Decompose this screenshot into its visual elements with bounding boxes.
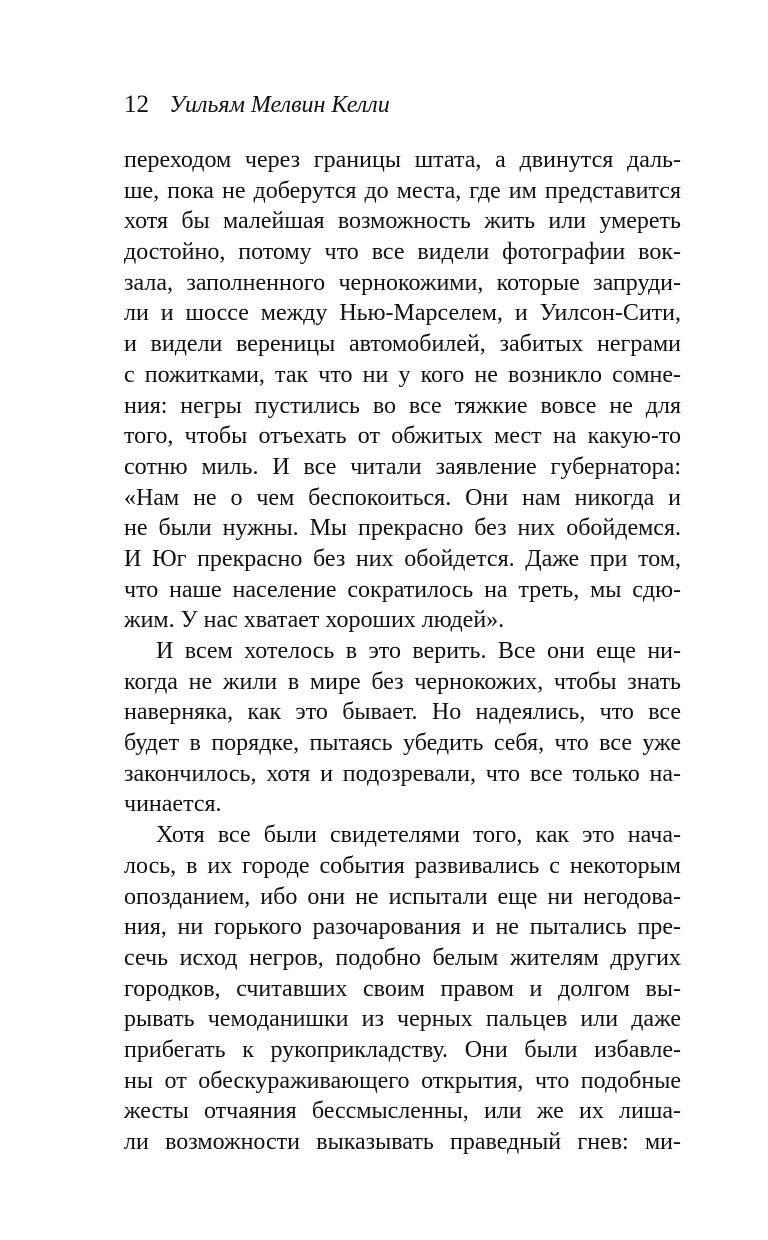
page-number: 12: [124, 91, 149, 118]
text-line: И всем хотелось в это верить. Все они еще ни-: [156, 638, 681, 664]
text-line: прибегать к рукоприкладству. Они были избавле-: [124, 1036, 681, 1063]
text-line: сотню миль. И все читали заявление губернатора:: [124, 453, 681, 480]
text-line: рывать чемоданишки из черных пальцев или даже: [124, 1006, 681, 1033]
text-line: ли возможности выказывать праведный гнев: ми-: [124, 1129, 681, 1155]
text-line: «Нам не о чем беспокоиться. Они нам никогда и: [124, 484, 681, 511]
paragraph: [124, 820, 681, 1158]
text-line: Хотя все были свидетелями того, как это нача-: [156, 822, 681, 849]
running-head: [124, 88, 390, 122]
text-line: и видели вереницы автомобилей, забитых неграми: [124, 331, 681, 358]
text-line: ли и шоссе между Нью-Марселем, и Уилсон-Сити,: [124, 300, 681, 327]
paragraph: [124, 145, 681, 636]
text-line: чинается.: [124, 791, 222, 818]
text-line: ны от обескураживающего открытия, что подобные: [124, 1067, 681, 1094]
text-line: И Юг прекрасно без них обойдется. Даже при том,: [124, 545, 681, 572]
text-line: ше, пока не доберутся до места, где им представится: [124, 177, 681, 204]
text-line: что наше население сократилось на треть, мы сдю-: [124, 576, 681, 603]
text-line: наверняка, как это бывает. Но надеялись, что все: [124, 699, 681, 726]
text-line: когда не жили в мире без чернокожих, чтобы знать: [124, 668, 681, 695]
text-line: жим. У нас хватает хороших людей».: [124, 607, 505, 634]
text-line: закончилось, хотя и подозревали, что все только на-: [124, 760, 681, 787]
text-line: зала, заполненного чернокожими, которые запруди-: [124, 269, 681, 296]
text-line: хотя бы малейшая возможность жить или умереть: [124, 208, 681, 235]
text-line: жесты отчаяния бессмысленны, или же их лиша-: [124, 1098, 681, 1125]
text-line: сечь исход негров, подобно белым жителям других: [124, 944, 681, 971]
text-line: переходом через границы штата, а двинутся даль-: [124, 147, 681, 173]
text-line: будет в порядке, пытаясь убедить себя, что все уже: [124, 730, 681, 757]
text-line: достойно, потому что все видели фотографии вок-: [124, 239, 681, 266]
text-line: лось, в их городе события развивались с некоторым: [124, 852, 681, 879]
text-line: того, чтобы отъехать от обжитых мест на какую-то: [124, 423, 681, 450]
author-name: Уильям Мелвин Келли: [169, 92, 390, 118]
text-line: опозданием, ибо они не испытали еще ни негодова-: [124, 883, 681, 910]
text-line: городков, считавших своим правом и долгом вы-: [124, 975, 681, 1002]
text-line: с пожитками, так что ни у кого не возникло сомне-: [124, 361, 681, 388]
text-line: ния: негры пустились во все тяжкие вовсе не для: [124, 392, 681, 419]
body-text: [124, 145, 681, 1158]
text-line: не были нужны. Мы прекрасно без них обойдемся.: [124, 515, 681, 542]
text-line: ния, ни горького разочарования и не пытались пре-: [124, 914, 681, 941]
paragraph: [124, 636, 681, 820]
